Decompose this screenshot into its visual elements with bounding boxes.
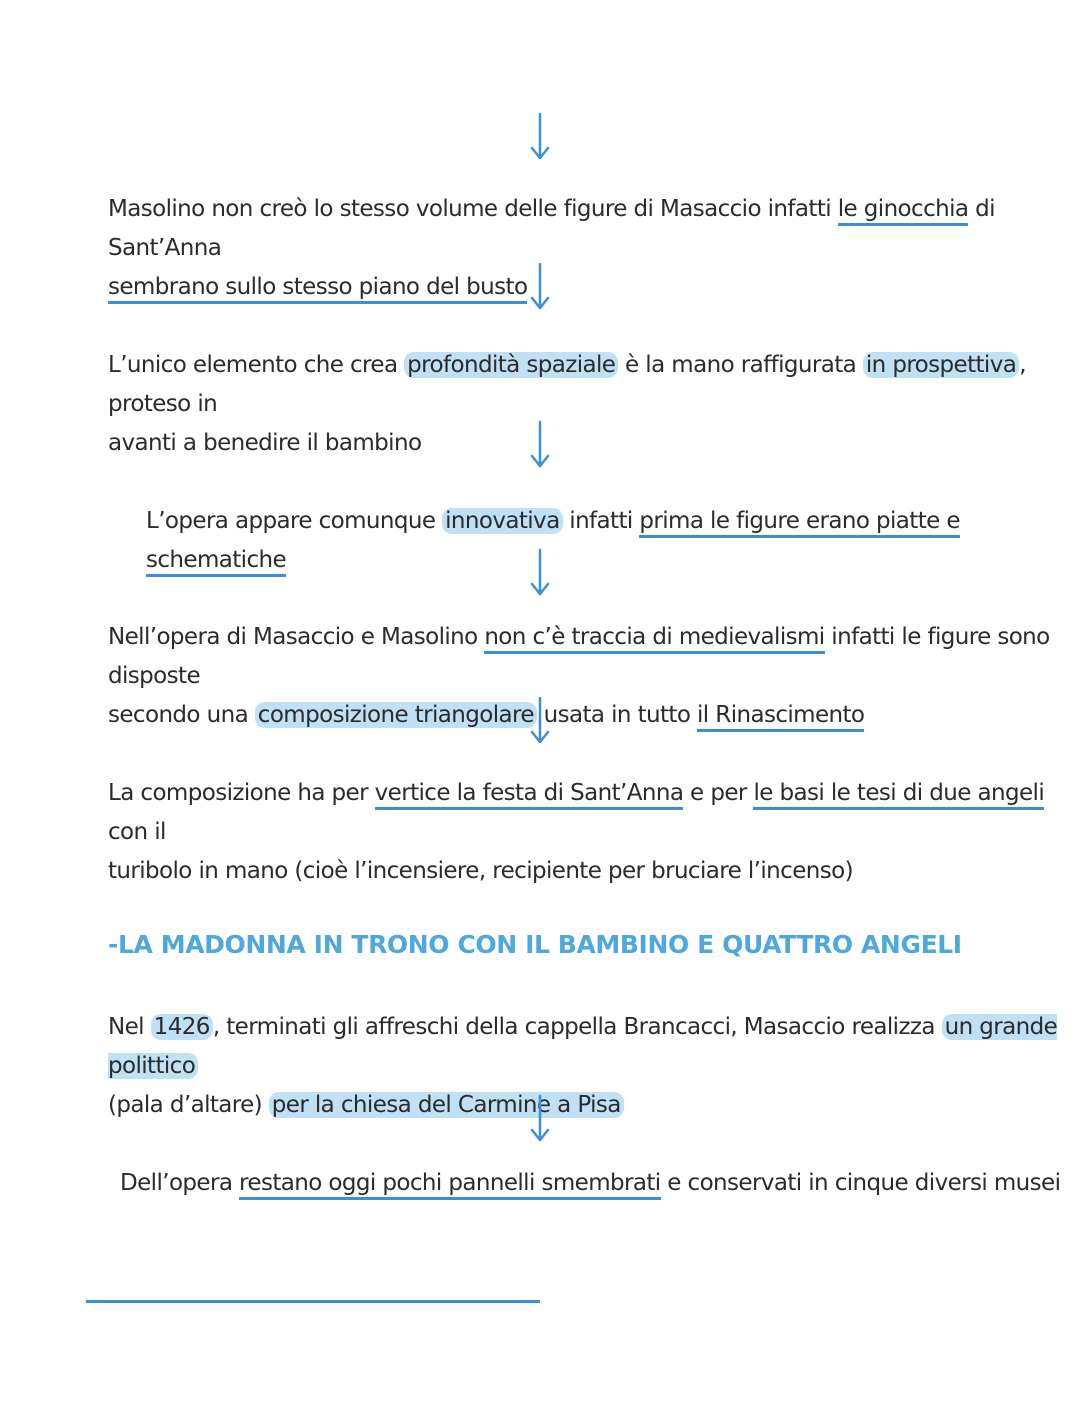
down-arrow-icon [528, 548, 552, 598]
highlighted-text: per la chiesa del Carmine a Pisa [269, 1092, 624, 1118]
highlighted-text: composizione triangolare [255, 702, 537, 728]
paragraph-composizione: La composizione ha per vertice la festa di Sant’Anna e per le basi le tesi di due angeli con il turibolo in mano (cioè l’incensiere, recipiente per bruciare l’incenso) [108, 780, 1045, 884]
underlined-text: il Rinascimento [697, 702, 864, 732]
down-arrow-icon [528, 420, 552, 470]
highlighted-text: un grande polittico [108, 1014, 1058, 1079]
down-arrow-icon [528, 112, 552, 162]
highlighted-text: 1426 [151, 1014, 213, 1040]
paragraph-innovativa: L’opera appare comunque innovativa infatti prima le figure erano piatte e schematiche [146, 502, 1080, 580]
section-heading: -LA MADONNA IN TRONO CON IL BAMBINO E QUATTRO ANGELI [108, 930, 962, 959]
paragraph-medievalismi: Nell’opera di Masaccio e Masolino non c’è traccia di medievalismi infatti le figure sono disposte secondo una composizione triangolare usata in tutto il Rinascimento [108, 618, 1080, 735]
highlighted-text: in prospettiva [863, 352, 1019, 378]
divider-line [86, 1300, 540, 1303]
underlined-text: non c’è traccia di medievalismi [484, 624, 824, 654]
paragraph-masolino-volume: Masolino non creò lo stesso volume delle figure di Masaccio infatti le ginocchia di Sant’Anna sembrano sullo stesso piano del busto [108, 190, 1080, 307]
down-arrow-icon [528, 1094, 552, 1144]
underlined-text: vertice la festa di Sant’Anna [375, 780, 684, 810]
paragraph-profondita: L’unico elemento che crea profondità spaziale è la mano raffigurata in prospettiva , proteso in avanti a benedire il bambino [108, 352, 1026, 456]
paragraph-polittico: Nel 1426 , terminati gli affreschi della cappella Brancacci, Masaccio realizza un grande polittico (pala d’altare) per la chiesa del Carmine a Pisa [108, 1014, 1058, 1118]
down-arrow-icon [528, 696, 552, 746]
underlined-text: restano oggi pochi pannelli smembrati [239, 1170, 661, 1200]
highlighted-text: profondità spaziale [404, 352, 618, 378]
underlined-text: le basi le tesi di due angeli [753, 780, 1044, 810]
underlined-text: sembrano sullo stesso piano del busto [108, 274, 527, 304]
down-arrow-icon [528, 262, 552, 312]
paragraph-pannelli: Dell’opera restano oggi pochi pannelli smembrati e conservati in cinque diversi musei [120, 1164, 1060, 1203]
highlighted-text: innovativa [442, 508, 562, 534]
underlined-text: prima le figure erano piatte e schematiche [146, 508, 960, 577]
underlined-text: le ginocchia [838, 196, 969, 226]
